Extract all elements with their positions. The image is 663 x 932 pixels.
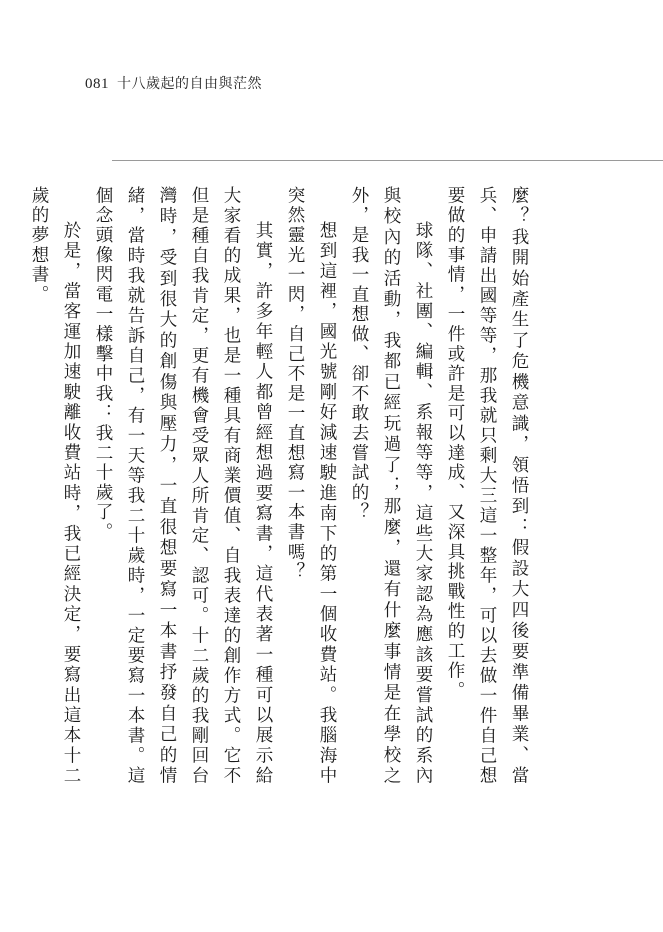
paragraph: 其實，許多年輕人都曾經想過要寫書，這代表著一種可以展示給大家看的成果，也是一種具有商業價值、自我表達的創作方式。它不但是種自我肯定，更有機會受眾人所肯定、認可。十二歲的我剛回台灣時，受到很大的創傷與壓力，一直很想要寫一本書抒發自己的情緒，當時我就告訴自己，有一天等我二十歲時，一定要寫一本書。這個念頭像閃電一樣擊中我：我二十歲了。 <box>93 186 273 786</box>
body-text <box>23 186 535 786</box>
page-number: 081 <box>85 76 109 92</box>
running-title: 十八歲起的自由與茫然 <box>117 76 262 92</box>
header-divider <box>112 160 663 161</box>
paragraph: 於是，當客運加速駛離收費站時，我已經決定，要寫出這本十二歲的夢想書。 <box>29 186 81 786</box>
page-header <box>85 73 262 95</box>
paragraph-continuation: 麼？我開始產生了危機意識，領悟到：假設大四後要準備畢業、當兵、申請出國等等，那我就只剩大三這一整年，可以去做一件自己想要做的事情，一件或許是可以達成、又深具挑戰性的工作。 <box>445 186 529 786</box>
paragraph: 想到這裡，國光號剛好減速駛進南下的第一個收費站。我腦海中突然靈光一閃，自己不是一直想寫一本書嗎？ <box>285 186 337 786</box>
paragraph: 球隊、社團、編輯、系報等等，這些大家認為應該要嘗試的系內與校內的活動，我都已經玩過了；那麼，還有什麼事情是在學校之外，是我一直想做、卻不敢去嘗試的？ <box>349 186 433 786</box>
